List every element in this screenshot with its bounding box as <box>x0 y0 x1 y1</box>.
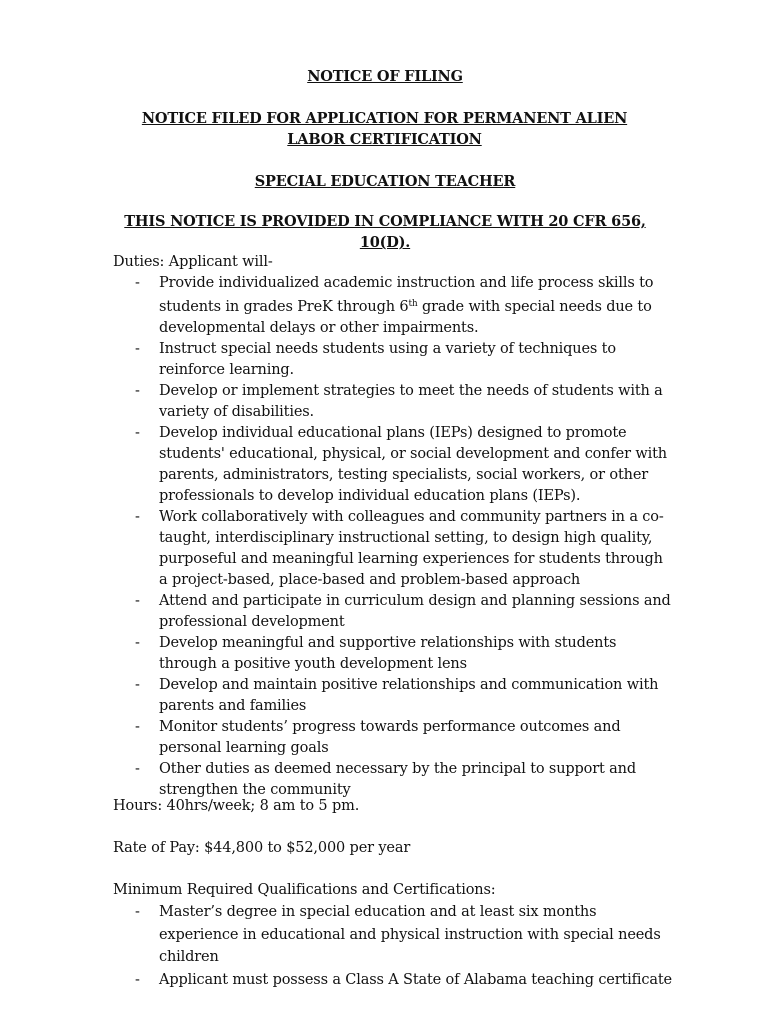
position-title: SPECIAL EDUCATION TEACHER <box>254 173 516 190</box>
duty-text-continued: grade with special needs due to developmental delays or other impairments. <box>159 299 652 336</box>
list-dash: - <box>135 509 140 525</box>
notice-subtitle: NOTICE FILED FOR APPLICATION FOR PERMANENT ALIEN LABOR CERTIFICATION <box>141 110 628 148</box>
duty-item <box>113 759 673 801</box>
list-dash: - <box>135 275 140 291</box>
duty-item <box>113 381 673 423</box>
qualification-item <box>113 901 673 969</box>
list-dash: - <box>135 383 140 399</box>
duty-item <box>113 423 673 507</box>
notice-title: NOTICE OF FILING <box>307 68 463 85</box>
duties-list <box>113 273 673 801</box>
list-dash: - <box>135 425 140 441</box>
duty-item <box>113 633 673 675</box>
duty-text: Work collaboratively with colleagues and community partners in a co-taught, interdisciplinary instructional setting, to design high quality, purposeful and meaningful learning experiences for students through a project-based, place-based and problem-based approach <box>159 509 664 588</box>
duty-item <box>113 717 673 759</box>
duty-item <box>113 591 673 633</box>
ordinal-suffix: th <box>408 299 418 309</box>
compliance-statement: THIS NOTICE IS PROVIDED IN COMPLIANCE WITH 20 CFR 656, 10(D). <box>124 213 646 251</box>
list-dash: - <box>135 635 140 651</box>
duty-text: Develop and maintain positive relationships and communication with parents and families <box>159 677 659 714</box>
qualification-item <box>113 969 673 992</box>
duty-item <box>113 507 673 591</box>
duty-item <box>113 675 673 717</box>
duty-text: Monitor students’ progress towards performance outcomes and personal learning goals <box>159 719 621 756</box>
rate-of-pay-line: Rate of Pay: $44,800 to $52,000 per year <box>113 840 411 856</box>
min-qualifications-label: Minimum Required Qualifications and Certifications: <box>113 882 496 898</box>
qualification-text: Master’s degree in special education and at least six months experience in educational and physical instruction with special needs children <box>159 904 661 965</box>
list-dash: - <box>135 761 140 777</box>
qualification-text: Applicant must possess a Class A State of Alabama teaching certificate <box>159 971 672 988</box>
duty-text: Develop individual educational plans (IEPs) designed to promote students' educational, physical, or social development and confer with parents, administrators, testing specialists, social workers, or other professionals to develop individual education plans (IEPs). <box>159 425 667 504</box>
duty-item <box>113 273 673 339</box>
list-dash: - <box>135 904 140 920</box>
duty-item <box>113 339 673 381</box>
duty-text: Attend and participate in curriculum design and planning sessions and professional development <box>159 593 671 630</box>
list-dash: - <box>135 719 140 735</box>
duty-text: Instruct special needs students using a variety of techniques to reinforce learning. <box>159 341 616 378</box>
duty-text: Develop or implement strategies to meet the needs of students with a variety of disabilities. <box>159 383 663 420</box>
duties-label: Duties: Applicant will- <box>113 254 273 270</box>
qualifications-list <box>113 901 673 991</box>
list-dash: - <box>135 593 140 609</box>
duty-text: Provide individualized academic instruction and life process skills to students in grades PreK through 6 <box>159 275 654 315</box>
list-dash: - <box>135 971 140 988</box>
list-dash: - <box>135 677 140 693</box>
duty-text: Other duties as deemed necessary by the principal to support and strengthen the community <box>159 761 636 798</box>
list-dash: - <box>135 341 140 357</box>
duty-text: Develop meaningful and supportive relationships with students through a positive youth development lens <box>159 635 617 672</box>
hours-line: Hours: 40hrs/week; 8 am to 5 pm. <box>113 798 360 814</box>
